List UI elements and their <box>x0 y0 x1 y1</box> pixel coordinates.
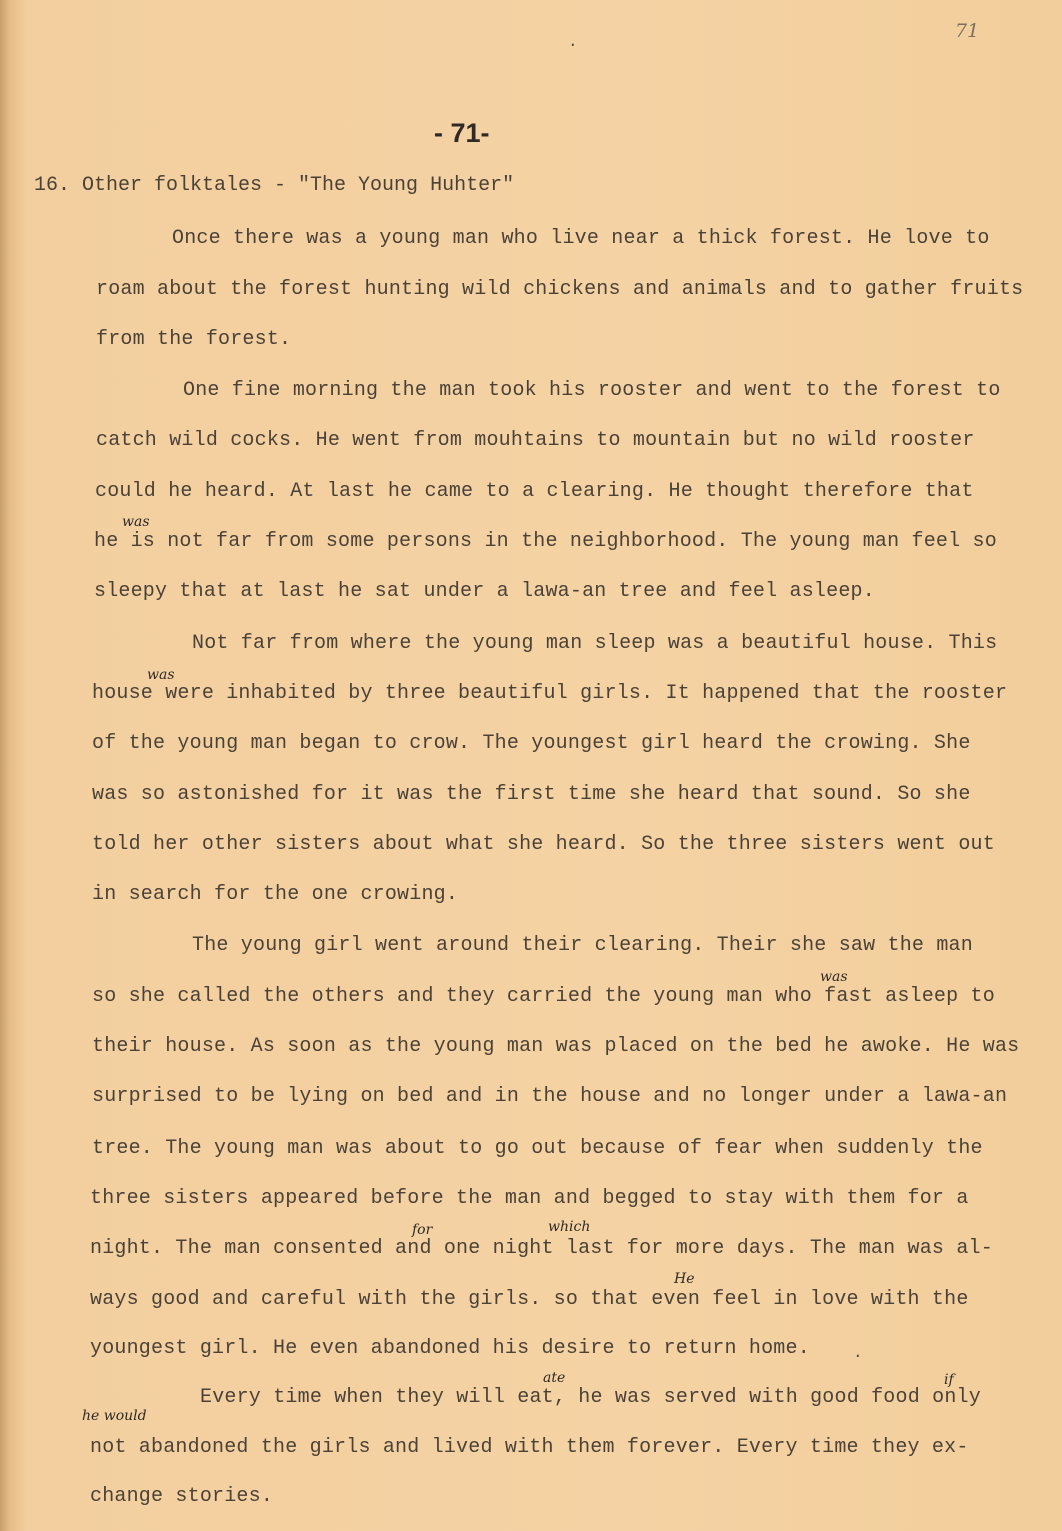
text-line: sleepy that at last he sat under a lawa-an tree and feel asleep. <box>94 580 875 603</box>
text-line: was so astonished for it was the first time she heard that sound. So she <box>92 783 971 806</box>
text-line: from the forest. <box>96 328 292 351</box>
page-number: - 71- <box>434 118 490 148</box>
text-line: tree. The young man was about to go out because of fear when suddenly the <box>92 1137 983 1160</box>
text-line: their house. As soon as the young man was placed on the bed he awoke. He was <box>92 1035 1020 1058</box>
handwritten-correction: for <box>412 1222 433 1238</box>
text-line: so she called the others and they carried the young man who fast asleep to <box>92 985 995 1008</box>
text-line: three sisters appeared before the man and begged to stay with them for a <box>90 1187 969 1210</box>
handwritten-correction: was <box>147 667 175 683</box>
handwritten-correction: was <box>820 969 848 985</box>
speck-mark: · <box>568 36 578 54</box>
text-line: catch wild cocks. He went from mouhtains to mountain but no wild rooster <box>96 429 975 452</box>
text-line: could he heard. At last he came to a clearing. He thought therefore that <box>95 480 974 503</box>
text-line: house were inhabited by three beautiful girls. It happened that the rooster <box>92 682 1008 705</box>
text-line: not abandoned the girls and lived with them forever. Every time they ex- <box>90 1436 969 1459</box>
text-line: One fine morning the man took his rooster and went to the forest to <box>183 379 1001 402</box>
text-line: Every time when they will eat, he was served with good food only <box>200 1386 981 1409</box>
handwritten-correction: if <box>944 1372 954 1388</box>
section-heading: 16. Other folktales - "The Young Huhter" <box>34 174 515 197</box>
handwritten-correction: which <box>548 1219 591 1235</box>
text-line: Once there was a young man who live near a thick forest. He love to <box>172 227 990 250</box>
handwritten-insertion: he would <box>82 1408 147 1424</box>
speck-mark: · <box>853 1347 863 1365</box>
text-line: he is not far from some persons in the neighborhood. The young man feel so <box>94 530 997 553</box>
handwritten-correction: was <box>122 514 150 530</box>
text-line: ways good and careful with the girls. so that even feel in love with the <box>90 1288 969 1311</box>
text-line: change stories. <box>90 1485 274 1508</box>
text-line: night. The man consented and one night last for more days. The man was al- <box>90 1237 993 1260</box>
text-line: in search for the one crowing. <box>92 883 459 906</box>
handwritten-correction: ate <box>543 1370 566 1386</box>
text-line: of the young man began to crow. The youngest girl heard the crowing. She <box>92 732 971 755</box>
text-line: Not far from where the young man sleep was a beautiful house. This <box>192 632 998 655</box>
text-line: told her other sisters about what she heard. So the three sisters went out <box>92 833 995 856</box>
text-line: The young girl went around their clearing. Their she saw the man <box>192 934 973 957</box>
handwritten-correction: He <box>674 1271 695 1287</box>
text-line: surprised to be lying on bed and in the house and no longer under a lawa-an <box>92 1085 1008 1108</box>
text-line: roam about the forest hunting wild chickens and animals and to gather fruits <box>96 278 1024 301</box>
text-line: youngest girl. He even abandoned his desire to return home. <box>90 1337 810 1360</box>
handwritten-page-number: 71 <box>955 20 980 42</box>
